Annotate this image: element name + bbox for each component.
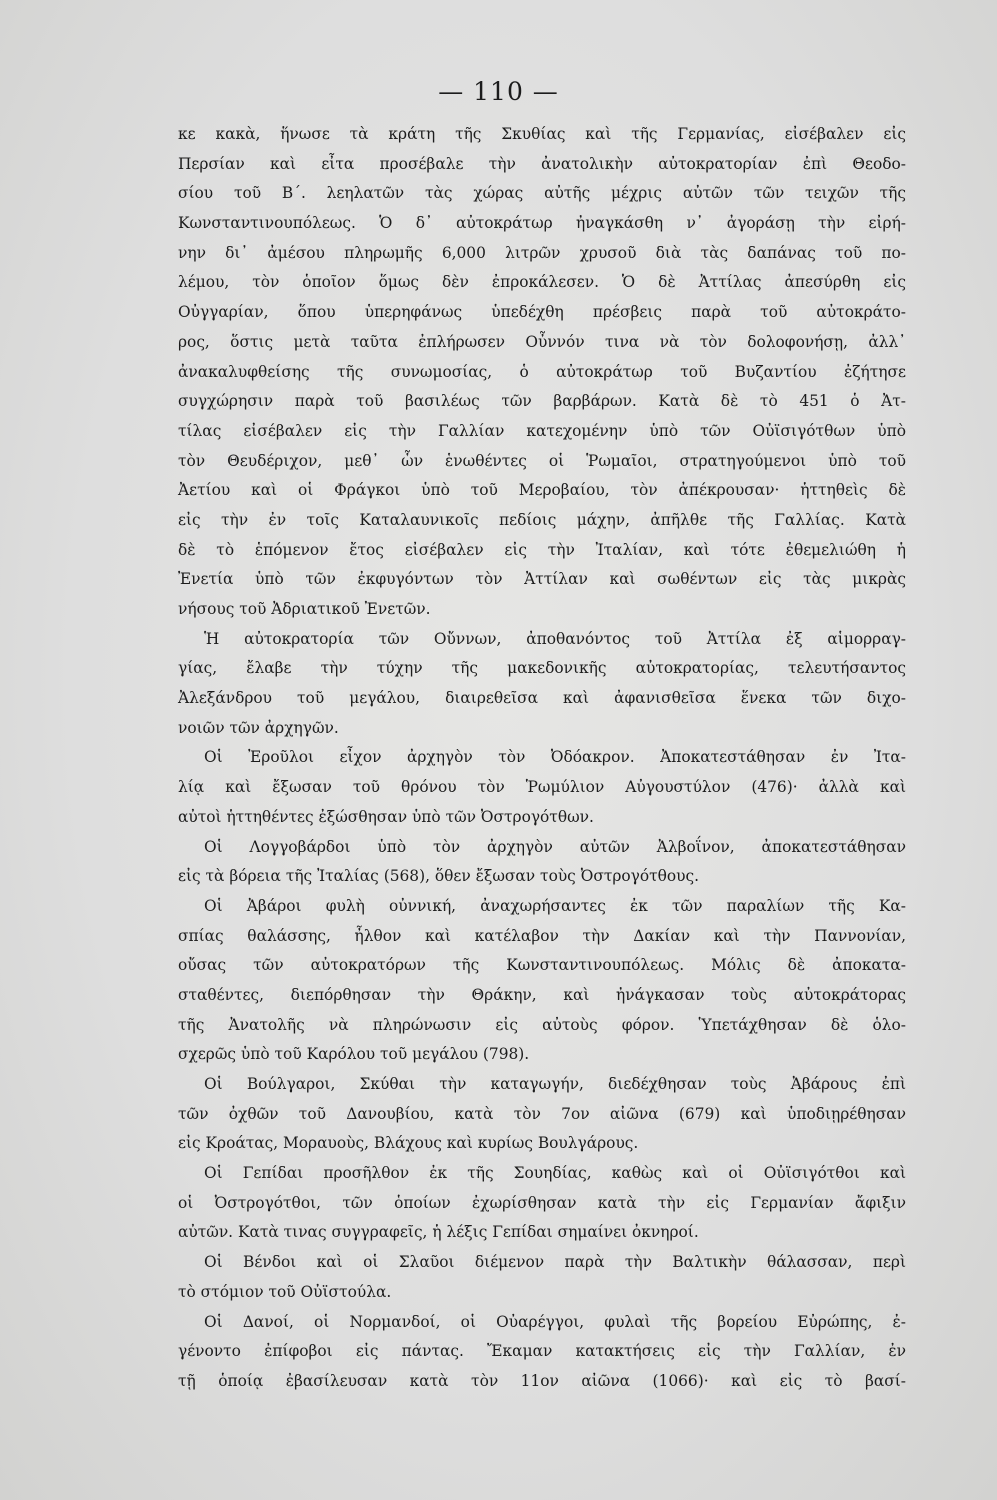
text-line: γίας, ἔλαβε τὴν τύχην τῆς μακεδονικῆς αὐτοκρατορίας, τελευτήσαντος (178, 659, 906, 678)
text-line: Οἱ Βένδοι καὶ οἱ Σλαῦοι διέμενον παρὰ τὴν Βαλτικὴν θάλασσαν, περὶ (204, 1253, 906, 1272)
paragraph-huns-empire (178, 625, 906, 744)
text-line: τῆς Ἀνατολῆς νὰ πληρώνωσιν εἰς αὐτοὺς φόρον. Ὑπετάχθησαν δὲ ὁλο- (178, 1015, 906, 1034)
text-line: νήσους τοῦ Ἀδριατικοῦ Ἐνετῶν. (178, 600, 431, 618)
text-line: σχερῶς ὑπὸ τοῦ Καρόλου τοῦ μεγάλου (798). (178, 1045, 530, 1064)
text-line: Ἐνετία ὑπὸ τῶν ἐκφυγόντων τὸν Ἀττίλαν καὶ σωθέντων εἰς τὰς μικρὰς (178, 570, 906, 589)
text-line: δὲ τὸ ἑπόμενον ἔτος εἰσέβαλεν εἰς τὴν Ἰταλίαν, καὶ τότε ἐθεμελιώθη ἡ (178, 540, 906, 559)
text-line: ἀνακαλυφθείσης τῆς συνωμοσίας, ὁ αὐτοκράτωρ τοῦ Βυζαντίου ἐζήτησε (178, 362, 906, 381)
text-line: Οἱ Ἀβάροι φυλὴ οὐννική, ἀναχωρήσαντες ἐκ τῶν παραλίων τῆς Κα- (204, 896, 906, 915)
paragraph-wends-slavs (178, 1248, 906, 1307)
text-line: ρος, ὅστις μετὰ ταῦτα ἐπλήρωσεν Οὖννόν τινα νὰ τὸν δολοφονήσῃ, ἀλλ᾽ (178, 332, 906, 351)
paragraph-bulgars (178, 1070, 906, 1159)
text-line: λίᾳ καὶ ἔξωσαν τοῦ θρόνου τὸν Ῥωμύλιον Αὐγουστύλον (476)· ἀλλὰ καὶ (178, 778, 906, 797)
text-line: εἰς τὴν ἐν τοῖς Καταλαυνικοῖς πεδίοις μάχην, ἀπῆλθε τῆς Γαλλίας. Κατὰ (178, 510, 906, 529)
text-line: οἱ Ὀστρογότθοι, τῶν ὁποίων ἐχωρίσθησαν κατὰ τὴν εἰς Γερμανίαν ἄφιξιν (178, 1193, 906, 1212)
text-line: Ἀλεξάνδρου τοῦ μεγάλου, διαιρεθεῖσα καὶ ἀφανισθεῖσα ἕνεκα τῶν διχο- (178, 689, 906, 708)
text-line: Οἱ Ἐροῦλοι εἶχον ἀρχηγὸν τὸν Ὀδόακρον. Ἀποκατεστάθησαν ἐν Ἰτα- (204, 748, 906, 767)
text-line: σταθέντες, διεπόρθησαν τὴν Θράκην, καὶ ἠνάγκασαν τοὺς αὐτοκράτορας (178, 985, 906, 1004)
text-line: Οἱ Γεπίδαι προσῆλθον ἐκ τῆς Σουηδίας, καθὼς καὶ οἱ Οὐϊσιγότθοι καὶ (204, 1164, 906, 1183)
text-line: αὐτοὶ ἡττηθέντες ἐξώσθησαν ὑπὸ τῶν Ὀστρογότθων. (178, 807, 594, 826)
text-line: Περσίαν καὶ εἶτα προσέβαλε τὴν ἀνατολικὴν αὐτοκρατορίαν ἐπὶ Θεοδο- (178, 154, 906, 173)
text-line: εἰς τὰ βόρεια τῆς Ἰταλίας (568), ὅθεν ἔξωσαν τοὺς Ὀστρογότθους. (178, 867, 700, 886)
page-number: — 110 — (438, 77, 559, 106)
text-line: γένοντο ἐπίφοβοι εἰς πάντας. Ἔκαμαν κατακτήσεις εἰς τὴν Γαλλίαν, ἐν (178, 1342, 906, 1361)
text-line: οὔσας τῶν αὐτοκρατόρων τῆς Κωνσταντινουπόλεως. Μόλις δὲ ἀποκατα- (178, 956, 906, 975)
text-line: τῶν ὀχθῶν τοῦ Δανουβίου, κατὰ τὸν 7ον αἰῶνα (679) καὶ ὑποδιῃρέθησαν (178, 1104, 906, 1123)
text-line: Οἱ Λογγοβάρδοι ὑπὸ τὸν ἀρχηγὸν αὐτῶν Ἀλβοΐνον, ἀποκατεστάθησαν (204, 837, 906, 856)
text-line: Οὐγγαρίαν, ὅπου ὑπερηφάνως ὑπεδέχθη πρέσβεις παρὰ τοῦ αὐτοκράτο- (178, 303, 906, 322)
text-line: σίου τοῦ Β΄. λεηλατῶν τὰς χώρας αὐτῆς μέχρις αὐτῶν τῶν τειχῶν τῆς (178, 184, 906, 203)
text-line: Οἱ Βούλγαροι, Σκύθαι τὴν καταγωγήν, διεδέχθησαν τοὺς Ἀβάρους ἐπὶ (204, 1075, 906, 1093)
text-line: Ἡ αὐτοκρατορία τῶν Οὔννων, ἀποθανόντος τοῦ Ἀττίλα ἐξ αἱμορραγ- (204, 629, 906, 648)
paragraph-attila-campaigns (178, 120, 906, 625)
text-line: νην δι᾽ ἀμέσου πληρωμῆς 6,000 λιτρῶν χρυσοῦ διὰ τὰς δαπάνας τοῦ πο- (178, 243, 906, 262)
text-line: Κωνσταντινουπόλεως. Ὁ δ᾽ αὐτοκράτωρ ἠναγκάσθη ν᾽ ἀγοράσῃ τὴν εἰρή- (178, 214, 906, 233)
text-line: συγχώρησιν παρὰ τοῦ βασιλέως τῶν βαρβάρων. Κατὰ δὲ τὸ 451 ὁ Ἀτ- (178, 392, 906, 411)
text-line: αὐτῶν. Κατὰ τινας συγγραφεῖς, ἡ λέξις Γεπίδαι σημαίνει ὀκνηροί. (178, 1223, 699, 1242)
text-line: τῇ ὁποίᾳ ἐβασίλευσαν κατὰ τὸν 11ον αἰῶνα (1066)· καὶ εἰς τὸ βασί- (178, 1371, 906, 1390)
text-line: τίλας εἰσέβαλεν εἰς τὴν Γαλλίαν κατεχομένην ὑπὸ τῶν Οὐϊσιγότθων ὑπὸ (178, 421, 906, 440)
paragraph-gepids (178, 1159, 906, 1248)
text-line: Οἱ Δανοί, οἱ Νορμανδοί, οἱ Οὐαρέγγοι, φυλαὶ τῆς βορείου Εὐρώπης, ἐ- (204, 1312, 906, 1331)
paragraph-lombards (178, 833, 906, 892)
text-line: λέμου, τὸν ὁποῖον ὅμως δὲν ἐπροκάλεσεν. Ὁ δὲ Ἀττίλας ἀπεσύρθη εἰς (178, 273, 906, 292)
text-line: σπίας θαλάσσης, ἦλθον καὶ κατέλαβον τὴν Δακίαν καὶ τὴν Παννονίαν, (178, 926, 906, 945)
text-line: τὸν Θευδέριχον, μεθ᾽ ὧν ἑνωθέντες οἱ Ῥωμαῖοι, στρατηγούμενοι ὑπὸ τοῦ (178, 451, 906, 470)
text-line: νοιῶν τῶν ἀρχηγῶν. (178, 718, 339, 737)
paragraph-danes-normans (178, 1308, 906, 1397)
paragraph-avars (178, 892, 906, 1070)
text-line: τὸ στόμιον τοῦ Οὐϊστούλα. (178, 1282, 392, 1301)
text-line: εἰς Κροάτας, Μοραυοὺς, Βλάχους καὶ κυρίως Βουλγάρους. (178, 1134, 639, 1153)
text-line: Ἀετίου καὶ οἱ Φράγκοι ὑπὸ τοῦ Μεροβαίου, τὸν ἀπέκρουσαν· ἡττηθεὶς δὲ (178, 481, 906, 500)
body-text (178, 120, 906, 1397)
paragraph-heruli (178, 743, 906, 832)
text-line: κε κακὰ, ἥνωσε τὰ κράτη τῆς Σκυθίας καὶ τῆς Γερμανίας, εἰσέβαλεν εἰς (178, 125, 906, 143)
